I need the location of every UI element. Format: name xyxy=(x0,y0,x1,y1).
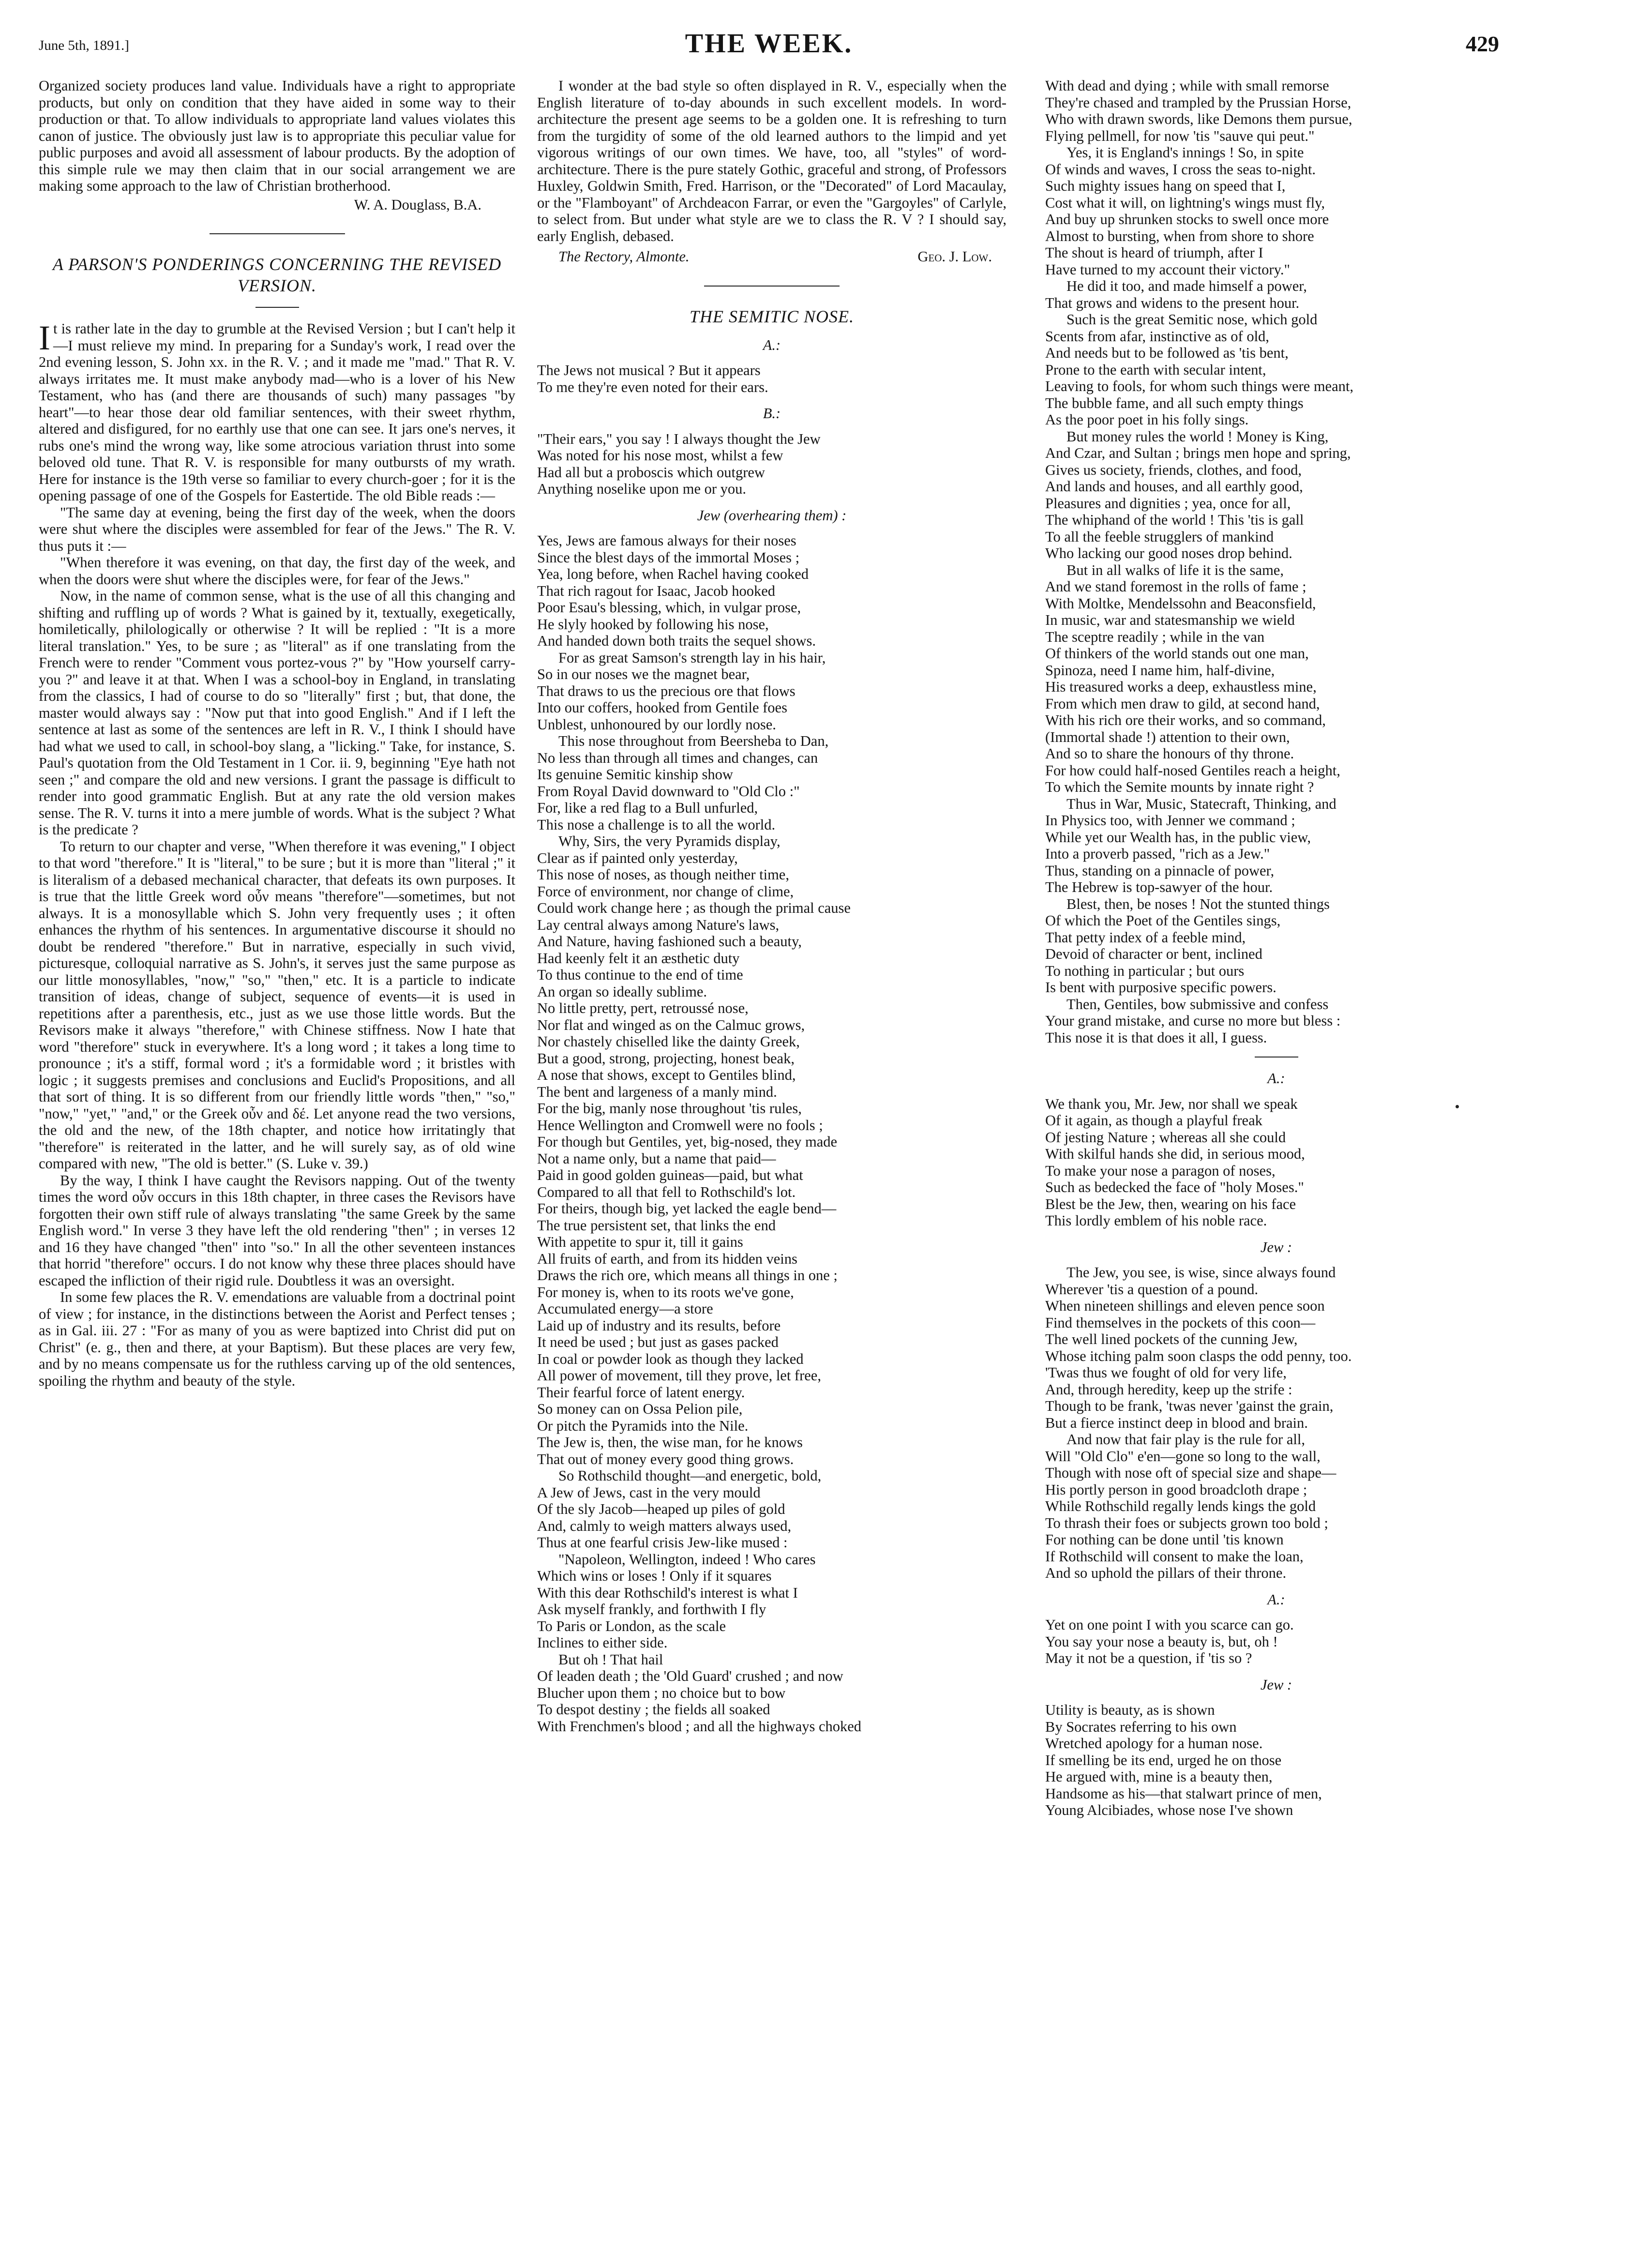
poem-line: In music, war and statesmanship we wield xyxy=(1045,612,1295,628)
poem-line: In coal or powder look as though they lacked xyxy=(537,1350,804,1367)
poem-line: And, calmly to weigh matters always used, xyxy=(537,1517,792,1534)
poem-line: Such as bedecked the face of "holy Moses." xyxy=(1045,1179,1304,1195)
poem-line: Yet on one point I with you scarce can go. xyxy=(1045,1616,1294,1633)
poem-line: The bent and largeness of a manly mind. xyxy=(537,1083,777,1100)
poem-line: And lands and houses, and all earthly good, xyxy=(1045,478,1303,495)
stanza-divider xyxy=(1255,1057,1298,1058)
poem-line: With skilful hands she did, in serious mood, xyxy=(1045,1146,1305,1162)
poem-line: Thus at one fearful crisis Jew-like mused : xyxy=(537,1534,788,1551)
poem-line: No less than through all times and changes, can xyxy=(537,749,818,766)
poem-line: Of leaden death ; the 'Old Guard' crushed ; and now xyxy=(537,1668,843,1684)
poem-line: His portly person in good broadcloth drape ; xyxy=(1045,1481,1307,1498)
poem-line: Of jesting Nature ; whereas all she could xyxy=(1045,1129,1286,1146)
poem-line: Into our coffers, hooked from Gentile foes xyxy=(537,699,787,716)
poem-line: Gives us society, friends, clothes, and food, xyxy=(1045,461,1302,478)
poem-line: From Royal David downward to "Old Clo :" xyxy=(537,783,800,800)
poem-line: Force of environment, nor change of clime, xyxy=(537,883,794,900)
poem-line: To nothing in particular ; but ours xyxy=(1045,962,1245,979)
poem-line: Nor flat and winged as on the Calmuc grows, xyxy=(537,1016,805,1033)
poem-line: Nor chastely chiselled like the dainty Greek, xyxy=(537,1033,800,1050)
poem-line: And buy up shrunken stocks to swell once more xyxy=(1045,211,1329,227)
poem-line: If Rothschild will consent to make the loan, xyxy=(1045,1548,1304,1565)
poem-line: With Frenchmen's blood ; and all the highways choked xyxy=(537,1718,862,1735)
poem-line: Yea, long before, when Rachel having cooked xyxy=(537,566,809,582)
poem-line: Its genuine Semitic kinship show xyxy=(537,766,733,783)
drop-cap: I xyxy=(39,318,50,357)
poem-line: Is bent with purposive specific powers. xyxy=(1045,979,1277,996)
poem-line: We thank you, Mr. Jew, nor shall we speak xyxy=(1045,1095,1298,1112)
poem-line: And Czar, and Sultan ; brings men hope and spring, xyxy=(1045,445,1351,461)
poem-line: 'Twas thus we fought of old for very life, xyxy=(1045,1364,1287,1381)
poem-line: But a good, strong, projecting, honest beak, xyxy=(537,1050,795,1067)
poem-line: "Napoleon, Wellington, indeed ! Who cares xyxy=(558,1551,816,1568)
poem-line: For the big, manly nose throughout 'tis rules, xyxy=(537,1100,802,1117)
poem-line: All power of movement, till they prove, let free, xyxy=(537,1367,821,1384)
poem-line: Of which the Poet of the Gentiles sings, xyxy=(1045,912,1281,929)
poem-line: That out of money every good thing grows. xyxy=(537,1450,794,1467)
poem-line: To all the feeble strugglers of mankind xyxy=(1045,528,1274,545)
poem-line: To Paris or London, as the scale xyxy=(537,1617,726,1634)
poem-line: This nose it is that does it all, I guess. xyxy=(1045,1029,1267,1046)
poem-line: But money rules the world ! Money is King, xyxy=(1066,428,1329,445)
poem-line: By Socrates referring to his own xyxy=(1045,1718,1237,1735)
poem-line: May it not be a question, if 'tis so ? xyxy=(1045,1650,1252,1666)
poem-line: This lordly emblem of his noble race. xyxy=(1045,1212,1267,1229)
poem-line: For nothing can be done until 'tis known xyxy=(1045,1531,1284,1548)
poem-line: His treasured works a deep, exhaustless mine, xyxy=(1045,679,1317,695)
nose-poem-title: THE SEMITIC NOSE. xyxy=(690,306,854,326)
poem-line: Flying pellmell, for now 'tis "sauve qui peut." xyxy=(1045,127,1315,144)
poem-stanza-jew3 xyxy=(1045,1702,1507,1819)
speaker-jew: Jew : xyxy=(1260,1676,1292,1693)
print-speck xyxy=(1456,1105,1459,1108)
poem-line: Clear as if painted only yesterday, xyxy=(537,849,738,866)
poem-line: With dead and dying ; while with small remorse xyxy=(1045,77,1329,94)
poem-line: Anything noselike upon me or you. xyxy=(537,481,747,497)
poem-line: The shout is heard of triumph, after I xyxy=(1045,244,1263,261)
poem-line: Ask myself frankly, and forthwith I fly xyxy=(537,1601,766,1617)
poem-line: Thus in War, Music, Statecraft, Thinking, and xyxy=(1066,795,1337,812)
poem-line: So in our noses we the magnet bear, xyxy=(537,666,750,682)
poem-line: (Immortal shade !) attention to their own, xyxy=(1045,728,1290,745)
poem-line: "Their ears," you say ! I always thought the Jew xyxy=(537,430,821,447)
poem-line: Compared to all that fell to Rothschild's lot. xyxy=(537,1183,796,1200)
parson-paragraph-6: By the way, I think I have caught the Revisors napping. Out of the twenty times the word οὖν occurs in this 18th chapter, in three cases the Revisors have forgotten their own stiff rule of always translating "the same Greek by the same English word." In verse 3 they have left the old rendering "then" ; in verses 12 and 16 they have changed "then" into "so." In all the other seventeen instances that horrid "therefore" occurs. I do not know why these three places should have escaped the infliction of their rigid rule. Doubtless it was an oversight. xyxy=(39,1172,515,1289)
page-number: 429 xyxy=(1466,31,1499,56)
parson-paragraph-7: In some few places the R. V. emendations are valuable from a doctrinal point of view ; for instance, in the distinctions between the Aorist and Perfect tenses ; as in Gal. iii. 27 : "For as many of you as were baptized into Christ did put on Christ" (e. g., then and there, at your Baptism). But these places are very few, and by no means compensate us for the ruthless carving up of the old sentences, spoiling the rhythm and beauty of the style. xyxy=(39,1289,515,1389)
poem-line: Leaving to fools, for whom such things were meant, xyxy=(1045,378,1353,394)
poem-line: An organ so ideally sublime. xyxy=(537,983,707,1000)
poem-line: Devoid of character or bent, inclined xyxy=(1045,946,1262,962)
speaker-jew: Jew (overhearing them) : xyxy=(697,507,847,524)
poem-line: To make your nose a paragon of noses, xyxy=(1045,1162,1276,1179)
poem-line: And so to share the honours of thy throne. xyxy=(1045,745,1294,762)
poem-line: Hence Wellington and Cromwell were no fools ; xyxy=(537,1117,823,1133)
poem-line: While Rothschild regally lends kings the gold xyxy=(1045,1498,1316,1514)
poem-line: Their fearful force of latent energy. xyxy=(537,1384,745,1401)
poem-line: For how could half-nosed Gentiles reach a height, xyxy=(1045,762,1340,779)
title-divider xyxy=(255,307,299,308)
poem-line: They're chased and trampled by the Prussian Horse, xyxy=(1045,94,1352,111)
poem-stanza-jew1-continued xyxy=(1045,77,1507,1046)
poem-line: As the poor poet in his folly sings. xyxy=(1045,411,1249,428)
poem-line: Blest be the Jew, then, wearing on his face xyxy=(1045,1195,1296,1212)
poem-line: Laid up of industry and its results, before xyxy=(537,1317,781,1334)
poem-line: He argued with, mine is a beauty then, xyxy=(1045,1768,1273,1785)
poem-line: Though to be frank, 'twas never 'gainst the grain, xyxy=(1045,1398,1334,1414)
poem-line: With his rich ore their works, and so command, xyxy=(1045,712,1326,728)
poem-line: Of the sly Jacob—heaped up piles of gold xyxy=(537,1501,785,1517)
poem-line: To which the Semite mounts by innate right ? xyxy=(1045,779,1314,795)
poem-line: Why, Sirs, the very Pyramids display, xyxy=(558,833,781,849)
poem-line: Or pitch the Pyramids into the Nile. xyxy=(537,1417,749,1434)
poem-line: But in all walks of life it is the same, xyxy=(1066,561,1284,578)
poem-line: But oh ! That hail xyxy=(558,1651,663,1668)
parson-paragraph-3: "When therefore it was evening, on that day, the first day of the week, and when the doors were shut where the disciples were, for fear of the Jews." xyxy=(39,554,515,588)
poem-line: Which wins or loses ! Only if it squares xyxy=(537,1568,772,1584)
poem-line: For theirs, though big, yet lacked the eagle bend— xyxy=(537,1200,837,1217)
poem-line: Thus, standing on a pinnacle of power, xyxy=(1045,862,1275,879)
poem-line: That grows and widens to the present hour. xyxy=(1045,294,1300,311)
poem-line: Paid in good golden guineas—paid, but what xyxy=(537,1167,803,1183)
poem-line: Draws the rich ore, which means all things in one ; xyxy=(537,1267,838,1284)
parson-paragraph-2: "The same day at evening, being the first day of the week, when the doors were shut where the disciples were assembled for fear of the Jews." The R. V. thus puts it :— xyxy=(39,504,515,554)
poem-line: And, through heredity, keep up the strife : xyxy=(1045,1381,1292,1398)
poem-line: That petty index of a feeble mind, xyxy=(1045,929,1246,946)
poem-line: For money is, when to its roots we've gone, xyxy=(537,1284,794,1300)
poem-line: Have turned to my account their victory." xyxy=(1045,261,1290,278)
poem-line: To thus continue to the end of time xyxy=(537,967,743,983)
poem-line: And Nature, having fashioned such a beauty, xyxy=(537,933,802,950)
poem-line: Who with drawn swords, like Demons them pursue, xyxy=(1045,111,1352,127)
poem-line: Not a name only, but a name that paid— xyxy=(537,1150,776,1167)
speaker-a: A.: xyxy=(763,336,781,353)
poem-line: Then, Gentiles, bow submissive and confess xyxy=(1066,996,1329,1012)
poem-line: The well lined pockets of the cunning Jew, xyxy=(1045,1331,1298,1347)
page-header xyxy=(39,28,1499,62)
poem-line: That draws to us the precious ore that flows xyxy=(537,682,796,699)
poem-line: The Hebrew is top-sawyer of the hour. xyxy=(1045,879,1273,895)
poem-line: Was noted for his nose most, whilst a few xyxy=(537,447,783,464)
poem-stanza-a1 xyxy=(537,362,1006,395)
poem-line: He slyly hooked by following his nose, xyxy=(537,616,769,633)
speaker-jew: Jew : xyxy=(1260,1239,1292,1255)
article-divider xyxy=(210,233,345,234)
poem-line: Of thinkers of the world stands out one man, xyxy=(1045,645,1309,662)
poem-line: Could work change here ; as though the primal cause xyxy=(537,900,851,916)
poem-stanza-jew2 xyxy=(1045,1264,1507,1582)
poem-line: To despot destiny ; the fields all soaked xyxy=(537,1701,770,1718)
poem-line: A nose that shows, except to Gentiles blind, xyxy=(537,1067,796,1083)
poem-line: This nose throughout from Beersheba to Dan, xyxy=(558,733,829,749)
poem-line: Blucher upon them ; no choice but to bow xyxy=(537,1684,786,1701)
poem-line: You say your nose a beauty is, but, oh ! xyxy=(1045,1633,1278,1650)
poem-line: For, like a red flag to a Bull unfurled, xyxy=(537,800,758,816)
poem-line: To me they're even noted for their ears. xyxy=(537,378,768,395)
parson-paragraph-5: To return to our chapter and verse, "When therefore it was evening," I object to that word "therefore." It is "literal," to be sure ; but it is more than "literal ;" it is literalism of a debased mechanical character, that defeats its own purposes. It is true that the little Greek word οὖν means "therefore"—sometimes, but not always. It is a monosyllable which S. John very frequently uses ; it often enhances the rhythm of his sentences. In argumentative discourse it should no doubt be rendered "therefore." But in narrative, especially in such vivid, picturesque, colloquial narrative as S. John's, it serves just the same purpose as our little monosyllables, "now," "so," "then," etc. It is a particle to indicate transition of ideas, change of subject, sequence of events—it is used in repetitions after a parenthesis, etc., just as we use those little words. But the Revisors make it always "therefore," with Chinese stiffness. Now I hate that word "therefore" stuck in everywhere. It's a long word ; it takes a long time to pronounce ; it's a stiff, formal word ; it's a formidable word ; it bristles with logic ; it suggests premises and conclusions and Euclid's Propositions, and all that sort of thing. It is so different from our friendly little words "then," "so," "now," "yet," "and," or the Greek οὖν and δέ. Let anyone read the two versions, the old and the new, of the 18th chapter, and notice how irritatingly that "therefore" is reiterated in the latter, and he will surely say, as of old wine compared with new, "The old is better." (S. Luke v. 39.) xyxy=(39,838,515,1172)
poem-line: If smelling be its end, urged he on those xyxy=(1045,1752,1282,1768)
poem-line: Unblest, unhonoured by our lordly nose. xyxy=(537,716,776,733)
poem-line: Pleasures and dignities ; yea, once for all, xyxy=(1045,495,1291,512)
poem-line: Had keenly felt it an æsthetic duty xyxy=(537,950,740,967)
poem-line: All fruits of earth, and from its hidden veins xyxy=(537,1250,797,1267)
poem-line: This nose a challenge is to all the world. xyxy=(537,816,776,833)
poem-line: For though but Gentiles, yet, big-nosed, they made xyxy=(537,1133,838,1150)
poem-line: And handed down both traits the sequel shows. xyxy=(537,633,816,649)
poem-line: Of winds and waves, I cross the seas to-night. xyxy=(1045,161,1316,178)
poem-stanza-b1 xyxy=(537,431,1006,498)
poem-line: In Physics too, with Jenner we command ; xyxy=(1045,812,1295,829)
poem-line: When nineteen shillings and eleven pence soon xyxy=(1045,1298,1325,1314)
parson-place: The Rectory, Almonte. xyxy=(558,248,690,265)
poem-line: But a fierce instinct deep in blood and brain. xyxy=(1045,1414,1308,1431)
parson-paragraph-8: I wonder at the bad style so often displayed in R. V., especially when the English literature of to-day abounds in such excellent models. In word-architecture the present age seems to be a golden one. It is refreshing to turn from the turgidity of some of the old learned authors to the limpid and yet vigorous writings of our own times. We have, too, all "styles" of word-architecture. There is the pure stately Gothic, graceful and strong, of Professors Huxley, Goldwin Smith, Fred. Harrison, or the "Decorated" of Lord Macaulay, or the "Flamboyant" of Archdeacon Farrar, or even the "Gargoyles" of Carlyle, to select from. But under what style are we to class the R. V ? I should say, early English, debased. xyxy=(537,77,1006,244)
parson-signature: Geo. J. Low. xyxy=(917,248,992,265)
poem-line: Spinoza, need I name him, half-divine, xyxy=(1045,662,1275,679)
poem-line: The whiphand of the world ! This 'tis is gall xyxy=(1045,512,1304,528)
poem-line: The sceptre readily ; while in the van xyxy=(1045,628,1265,645)
poem-line: For as great Samson's strength lay in his hair, xyxy=(558,649,826,666)
poem-line: So money can on Ossa Pelion pile, xyxy=(537,1401,743,1417)
poem-line: Into a proverb passed, "rich as a Jew." xyxy=(1045,846,1270,862)
poem-line: And now that fair play is the rule for all, xyxy=(1066,1431,1305,1448)
poem-line: So Rothschild thought—and energetic, bold, xyxy=(558,1467,822,1484)
poem-line: With appetite to spur it, till it gains xyxy=(537,1234,743,1250)
parson-paragraph-1: It is rather late in the day to grumble at the Revised Version ; but I can't help it—I must relieve my mind. In preparing for a Sunday's work, I read over the 2nd evening lesson, S. John xx. in the R. V. ; and it made me "mad." That R. V. always irritates me. It must make anybody mad—who is a lover of his New Testament, who has (and there are thousands of such) many passages "by heart"—to hear those dear old familiar sentences, with their sweet rhythm, altered and disfigured, for no earthly use that one can see. It jars one's nerves, it rubs one's mind the wrong way, like some atrocious variation thrust into some beloved old tune. That R. V. is responsible for many outbursts of my wrath. Here for instance is the 19th verse so familiar to every church-goer ; for it is the opening passage of one of the Gospels for Eastertide. The old Bible reads :— xyxy=(39,318,515,504)
column-middle xyxy=(537,77,1006,2241)
poem-line: A Jew of Jews, cast in the very mould xyxy=(537,1484,761,1501)
poem-line: With Moltke, Mendelssohn and Beaconsfield, xyxy=(1045,595,1316,612)
parson-article-title: A PARSON'S PONDERINGS CONCERNING THE REVISED VERSION. xyxy=(52,255,502,295)
poem-line: Such is the great Semitic nose, which gold xyxy=(1066,311,1318,328)
poem-line: He did it too, and made himself a power, xyxy=(1066,278,1307,294)
intro-signature: W. A. Douglass, B.A. xyxy=(354,196,481,213)
column-right xyxy=(1045,77,1507,2241)
poem-line: Your grand mistake, and curse no more but bless : xyxy=(1045,1012,1341,1029)
poem-line: With this dear Rothschild's interest is what I xyxy=(537,1584,798,1601)
poem-line: Lay central always among Nature's laws, xyxy=(537,916,780,933)
poem-line: It need be used ; but just as gases packed xyxy=(537,1334,779,1350)
poem-line: Whose itching palm soon clasps the odd penny, too. xyxy=(1045,1347,1352,1364)
poem-line: Find themselves in the pockets of this coon— xyxy=(1045,1314,1316,1331)
column-left xyxy=(39,77,515,2241)
poem-line: This nose of noses, as though neither time, xyxy=(537,866,789,883)
poem-line: Young Alcibiades, whose nose I've shown xyxy=(1045,1802,1293,1818)
poem-line: And needs but to be followed as 'tis bent, xyxy=(1045,345,1289,361)
poem-line: Who lacking our good noses drop behind. xyxy=(1045,545,1292,561)
poem-stanza-a3 xyxy=(1045,1616,1507,1667)
speaker-b: B.: xyxy=(763,405,781,422)
poem-line: Poor Esau's blessing, which, in vulgar prose, xyxy=(537,599,801,616)
poem-line: Such mighty issues hang on speed that I, xyxy=(1045,178,1286,194)
poem-line: Almost to bursting, when from shore to shore xyxy=(1045,227,1314,244)
poem-stanza-jew1 xyxy=(537,532,1006,1735)
poem-line: Inclines to either side. xyxy=(537,1634,668,1651)
poem-line: Though with nose oft of special size and shape— xyxy=(1045,1465,1337,1481)
poem-line: Accumulated energy—a store xyxy=(537,1300,713,1317)
poem-line: Blest, then, be noses ! Not the stunted things xyxy=(1066,895,1330,912)
poem-line: Cost what it will, on lightning's wings must fly, xyxy=(1045,194,1325,211)
journal-title: THE WEEK. xyxy=(685,29,853,59)
poem-line: The bubble fame, and all such empty things xyxy=(1045,394,1304,411)
poem-line: No little pretty, pert, retroussé nose, xyxy=(537,1000,749,1016)
poem-line: Yes, Jews are famous always for their noses xyxy=(537,532,796,549)
poem-line: Yes, it is England's innings ! So, in spite xyxy=(1066,144,1304,161)
speaker-a: A.: xyxy=(1267,1070,1285,1087)
poem-line: Utility is beauty, as is shown xyxy=(1045,1702,1215,1718)
poem-line: From which men draw to gild, at second hand, xyxy=(1045,695,1320,712)
poem-stanza-a2 xyxy=(1045,1096,1507,1229)
poem-line: The Jew is, then, the wise man, for he knows xyxy=(537,1434,803,1450)
poem-line: And so uphold the pillars of their throne. xyxy=(1045,1565,1287,1581)
article-divider xyxy=(704,286,840,287)
parson-paragraph-4: Now, in the name of common sense, what is the use of all this changing and shifting and ruffling up of words ? What is gained by it, textually, exegetically, homiletically, philologically or otherwise ? It will be replied : "It is a more literal translation." Yes, to be sure ; as "literal" as if one translating from the French were to render "Comment vous portez-vous ?" by "How yourself carry-you ?" and leave it at that. When I was a school-boy in England, in translating from the classics, I had of course to do so "literally" first ; but, that done, the master would always say : "Now put that into good English." And if I left the sentence at last as some of the sentences are left in R. V., I think I should have had what we used to call, in school-boy slang, a "licking." Take, for instance, S. Paul's quotation from the Old Testament in 1 Cor. ii. 9, beginning "Eye hath not seen ;" and compare the old and new versions. I grant the passage is difficult to render into good grammatic English. But at any rate the old version makes sense. The R. V. turns it into a mere jumble of words. What is the subject ? What is the predicate ? xyxy=(39,588,515,838)
poem-line: Wherever 'tis a question of a pound. xyxy=(1045,1281,1258,1298)
poem-line: While yet our Wealth has, in the public view, xyxy=(1045,829,1311,846)
poem-line: And we stand foremost in the rolls of fame ; xyxy=(1045,578,1307,595)
poem-line: Will "Old Clo" e'en—gone so long to the wall, xyxy=(1045,1448,1321,1465)
poem-line: The Jews not musical ? But it appears xyxy=(537,362,761,378)
issue-date: June 5th, 1891.] xyxy=(39,38,129,53)
poem-line: Since the blest days of the immortal Moses ; xyxy=(537,549,800,566)
poem-line: Of it again, as though a playful freak xyxy=(1045,1112,1262,1129)
poem-line: Wretched apology for a human nose. xyxy=(1045,1735,1263,1752)
poem-line: The Jew, you see, is wise, since always found xyxy=(1066,1264,1336,1281)
poem-line: To thrash their foes or subjects grown too bold ; xyxy=(1045,1514,1328,1531)
parson-signoff xyxy=(537,248,1006,265)
poem-line: Scents from afar, instinctive as of old, xyxy=(1045,328,1269,345)
poem-line: Prone to the earth with secular intent, xyxy=(1045,361,1266,378)
intro-paragraph: Organized society produces land value. Individuals have a right to appropriate products, but only on condition that they have aided in some way to their production or that. To allow individuals to appropriate land values violates this canon of justice. The obviously just law is to appropriate this peculiar value for public purposes and avoid all assessment of labour products. By the adoption of this simple rule we may then claim that in our social arrangement we are making some approach to the law of Christian brotherhood. xyxy=(39,77,515,194)
speaker-a: A.: xyxy=(1267,1591,1285,1608)
poem-line: The true persistent set, that links the end xyxy=(537,1217,776,1234)
poem-line: Had all but a proboscis which outgrew xyxy=(537,464,765,481)
poem-line: Handsome as his—that stalwart prince of men, xyxy=(1045,1785,1322,1802)
poem-line: That rich ragout for Isaac, Jacob hooked xyxy=(537,582,776,599)
